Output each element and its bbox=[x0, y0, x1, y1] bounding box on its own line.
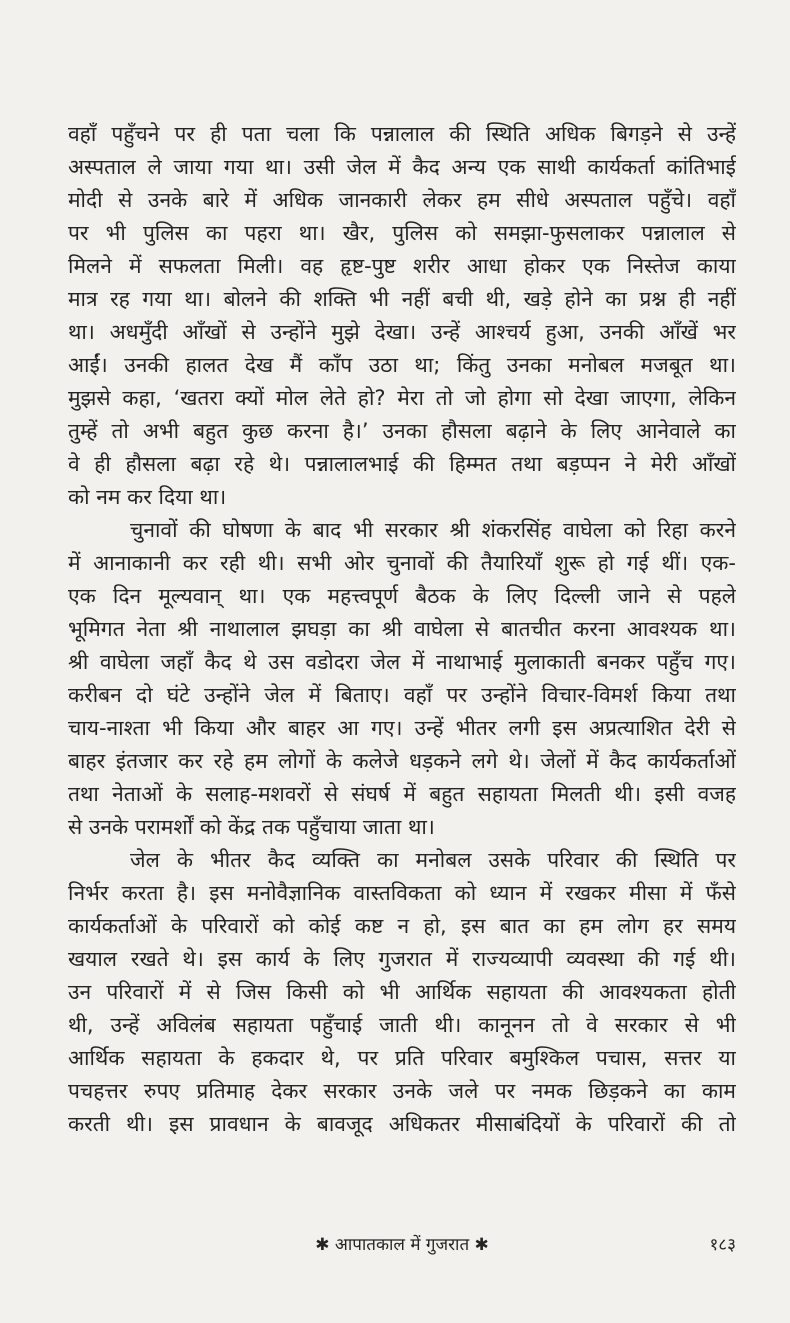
page-body bbox=[68, 118, 736, 1141]
text-line: मोदी से उनके बारे में अधिक जानकारी लेकर हम सीधे अस्पताल पहुँचे। वहाँ bbox=[68, 188, 736, 212]
text-line: पर भी पुलिस का पहरा था। खैर, पुलिस को समझा-फुसलाकर पन्नालाल से bbox=[68, 221, 736, 245]
text-line: बाहर इंतजार कर रहे हम लोगों के कलेजे धड़कने लगे थे। जेलों में कैद कार्यकर्ताओं bbox=[68, 749, 736, 773]
text-line: को नम कर दिया था। bbox=[68, 485, 227, 509]
text-line: वे ही हौसला बढ़ा रहे थे। पन्नालालभाई की हिम्मत तथा बड़प्पन ने मेरी आँखों bbox=[68, 452, 736, 476]
text-line: थी, उन्हें अविलंब सहायता पहुँचाई जाती थी। कानूनन तो वे सरकार से भी bbox=[68, 1013, 736, 1037]
text-line: वहाँ पहुँचने पर ही पता चला कि पन्नालाल की स्थिति अधिक बिगड़ने से उन्हें bbox=[68, 122, 736, 146]
paragraph-1 bbox=[68, 118, 736, 514]
paragraph-3 bbox=[68, 844, 736, 1141]
text-line: निर्भर करता है। इस मनोवैज्ञानिक वास्तविकता को ध्यान में रखकर मीसा में फँसे bbox=[68, 881, 736, 905]
page-number: १८३ bbox=[709, 1235, 736, 1255]
text-line: आईं। उनकी हालत देख मैं काँप उठा था; किंतु उनका मनोबल मजबूत था। bbox=[68, 353, 736, 377]
text-line: भूमिगत नेता श्री नाथालाल झघड़ा का श्री वाघेला से बातचीत करना आवश्यक था। bbox=[68, 617, 736, 641]
text-line: मुझसे कहा, ‘खतरा क्यों मोल लेते हो? मेरा तो जो होगा सो देखा जाएगा, लेकिन bbox=[68, 386, 736, 410]
text-line: पचहत्तर रुपए प्रतिमाह देकर सरकार उनके जले पर नमक छिड़कने का काम bbox=[68, 1079, 736, 1103]
text-line: अस्पताल ले जाया गया था। उसी जेल में कैद अन्य एक साथी कार्यकर्ता कांतिभाई bbox=[68, 155, 736, 179]
text-line: कार्यकर्ताओं के परिवारों को कोई कष्ट न हो, इस बात का हम लोग हर समय bbox=[68, 914, 736, 938]
text-line: चाय-नाश्ता भी किया और बाहर आ गए। उन्हें भीतर लगी इस अप्रत्याशित देरी से bbox=[68, 716, 736, 740]
text-line: जेल के भीतर कैद व्यक्ति का मनोबल उसके परिवार की स्थिति पर bbox=[130, 848, 736, 872]
running-footer-title: ✱ आपातकाल में गुजरात ✱ bbox=[315, 1235, 489, 1255]
text-line: मात्र रह गया था। बोलने की शक्ति भी नहीं बची थी, खड़े होने का प्रश्न ही नहीं bbox=[68, 287, 736, 311]
text-line: चुनावों की घोषणा के बाद भी सरकार श्री शंकरसिंह वाघेला को रिहा करने bbox=[130, 518, 736, 542]
text-line: था। अधमुँदी आँखों से उन्होंने मुझे देखा। उन्हें आश्चर्य हुआ, उनकी आँखें भर bbox=[68, 320, 736, 344]
text-line: में आनाकानी कर रही थी। सभी ओर चुनावों की तैयारियाँ शुरू हो गई थीं। एक- bbox=[68, 551, 736, 575]
text-line: एक दिन मूल्यवान् था। एक महत्त्वपूर्ण बैठक के लिए दिल्ली जाने से पहले bbox=[68, 584, 736, 608]
text-line: श्री वाघेला जहाँ कैद थे उस वडोदरा जेल में नाथाभाई मुलाकाती बनकर पहुँच गए। bbox=[68, 650, 736, 674]
text-line: उन परिवारों में से जिस किसी को भी आर्थिक सहायता की आवश्यकता होती bbox=[68, 980, 736, 1004]
text-line: तुम्हें तो अभी बहुत कुछ करना है।’ उनका हौसला बढ़ाने के लिए आनेवाले का bbox=[68, 419, 736, 443]
text-line: तथा नेताओं के सलाह-मशवरों से संघर्ष में बहुत सहायता मिलती थी। इसी वजह bbox=[68, 782, 736, 806]
text-line: करीबन दो घंटे उन्होंने जेल में बिताए। वहाँ पर उन्होंने विचार-विमर्श किया तथा bbox=[68, 683, 736, 707]
text-line: करती थी। इस प्रावधान के बावजूद अधिकतर मीसाबंदियों के परिवारों की तो bbox=[68, 1112, 736, 1136]
text-line: मिलने में सफलता मिली। वह हृष्ट-पुष्ट शरीर आधा होकर एक निस्तेज काया bbox=[68, 254, 736, 278]
text-line: से उनके परामर्शों को केंद्र तक पहुँचाया जाता था। bbox=[68, 815, 435, 839]
page-footer bbox=[68, 1230, 736, 1260]
paragraph-2 bbox=[68, 514, 736, 844]
text-line: आर्थिक सहायता के हकदार थे, पर प्रति परिवार बमुश्किल पचास, सत्तर या bbox=[68, 1046, 736, 1070]
text-line: खयाल रखते थे। इस कार्य के लिए गुजरात में राज्यव्यापी व्यवस्था की गई थी। bbox=[68, 947, 736, 971]
